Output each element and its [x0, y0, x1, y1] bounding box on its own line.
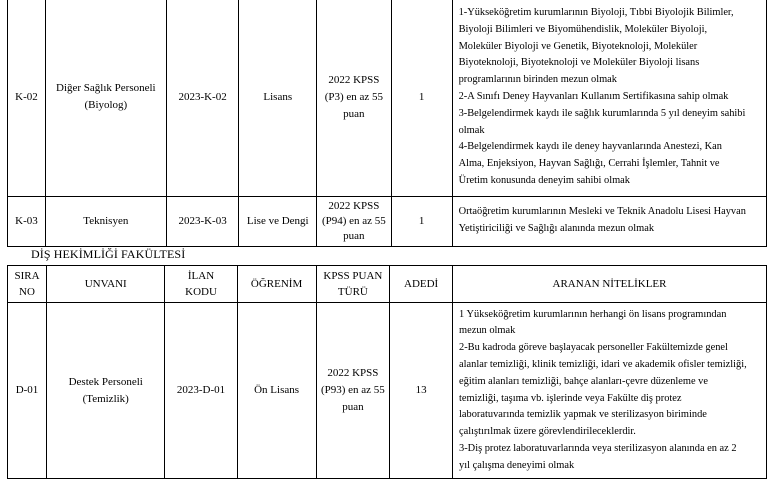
header-ilan-kodu	[165, 266, 237, 303]
header-line: SIRA	[14, 270, 40, 282]
table-header-row	[8, 266, 767, 303]
requirement-line: temizliği, taşıma vb. işlerinde veya Fakülte diş protez	[459, 392, 682, 404]
requirement-line: eğitim alanları temizliği, bahçe alanları-çevre düzenleme ve	[459, 375, 708, 387]
header-line: NO	[19, 286, 35, 298]
header-line: TÜRÜ	[337, 286, 368, 298]
ilan-kodu-cell: 2023-D-01	[165, 303, 237, 479]
kpss-cell	[316, 303, 390, 479]
requirement-line: Yetiştiriciliği ve Sağlığı alanında mezun olmak	[458, 223, 655, 235]
unvan-line: Diğer Sağlık Personeli	[56, 82, 156, 95]
kpss-cell	[317, 196, 392, 246]
adet-cell: 1	[391, 0, 452, 196]
header-ogrenim: ÖĞRENİM	[237, 266, 316, 303]
header-unvan: UNVANI	[46, 266, 164, 303]
header-line: KPSS PUAN	[323, 270, 383, 282]
requirement-line: Moleküler Biyoloji ve Genetik, Biyoteknoloji, Moleküler	[458, 40, 698, 52]
unvan-line: (Temizlik)	[82, 392, 129, 405]
kpss-line: 2022 KPSS	[328, 199, 380, 212]
requirements-cell	[452, 0, 766, 196]
ilan-kodu-cell: 2023-K-02	[166, 0, 239, 196]
ogrenim-cell: Ön Lisans	[237, 303, 316, 479]
header-sira-no	[8, 266, 47, 303]
ogrenim-cell: Lise ve Dengi	[239, 196, 317, 246]
kpss-cell	[317, 0, 392, 196]
kpss-line: puan	[342, 401, 364, 413]
top-positions-table	[7, 0, 767, 247]
requirement-line: 3-Diş protez laboratuvarlarında veya sterilizasyon alanında en az 2	[459, 442, 737, 454]
unvan-cell	[45, 196, 166, 246]
table-row	[8, 196, 767, 246]
requirements-cell	[453, 303, 767, 479]
kpss-line: (P3) en az 55	[324, 90, 384, 103]
header-nitelik: ARANAN NİTELİKLER	[453, 266, 767, 303]
requirements-cell	[452, 196, 766, 246]
kpss-line: 2022 KPSS	[327, 367, 379, 379]
requirement-line: 2-A Sınıfı Deney Hayvanları Kullanım Sertifikasına sahip olmak	[458, 90, 729, 102]
requirement-line: Biyoteknoloji, Biyoteknoloji ve Moleküler Biyoloji lisans	[458, 57, 700, 69]
unvan-line: Destek Personeli	[68, 375, 143, 388]
ogrenim-cell: Lisans	[239, 0, 317, 196]
requirement-line: 2-Bu kadroda göreve başlayacak personeller Fakültemizde genel	[459, 342, 728, 354]
requirement-line: Biyoloji Bilimleri ve Biyomühendislik, Moleküler Biyoloji,	[458, 23, 708, 35]
requirement-line: 3-Belgelendirmek kaydı ile sağlık kurumlarında 5 yıl deneyim sahibi	[458, 107, 746, 119]
unvan-line: (Biyolog)	[84, 99, 128, 112]
dis-hekimligi-positions-table	[7, 265, 767, 479]
sira-no-cell: D-01	[8, 303, 47, 479]
ilan-kodu-cell: 2023-K-03	[166, 196, 239, 246]
requirement-line: Ortaöğretim kurumlarının Mesleki ve Teknik Anadolu Lisesi Hayvan	[458, 206, 746, 218]
kpss-line: puan	[343, 229, 365, 242]
adet-cell: 13	[390, 303, 453, 479]
header-line: İLAN	[187, 270, 215, 282]
sira-no-cell: K-03	[8, 196, 46, 246]
requirement-line: laboratuvarında temizlik yapmak ve sterilizasyon biriminde	[459, 409, 707, 421]
kpss-line: (P93) en az 55	[320, 384, 385, 396]
header-adet: ADEDİ	[390, 266, 453, 303]
header-kpss	[316, 266, 390, 303]
unvan-cell	[46, 303, 164, 479]
table-row	[8, 303, 767, 479]
requirement-line: Alma, Enjeksiyon, Hayvan Sağlığı, Cerrahi İşlemler, Tahnit ve	[458, 158, 720, 170]
requirement-line: programlarının birinden mezun olmak	[458, 74, 617, 86]
unvan-line: Teknisyen	[83, 214, 129, 227]
requirement-line: alanlar temizliği, klinik temizliği, idari ve akademik ofisler temizliği,	[459, 358, 747, 370]
requirement-line: 1-Yükseköğretim kurumlarının Biyoloji, Tıbbi Biyolojik Bilimler,	[458, 7, 734, 18]
requirement-line: Üretim konusunda deneyim sahibi olmak	[458, 174, 630, 186]
requirement-line: yıl çalışma deneyimi olmak	[459, 459, 575, 471]
adet-cell: 1	[391, 196, 452, 246]
header-line: KODU	[185, 286, 217, 298]
sira-no-cell: K-02	[8, 0, 46, 196]
requirement-line: çalıştırılmak üzere görevlendirileceklerdir.	[459, 426, 636, 438]
kpss-line: 2022 KPSS	[328, 73, 380, 86]
table-row	[8, 0, 767, 196]
kpss-line: (P94) en az 55	[321, 214, 386, 227]
requirement-line: mezun olmak	[459, 325, 516, 337]
unvan-cell	[45, 0, 166, 196]
kpss-line: puan	[343, 107, 365, 120]
requirement-line: olmak	[458, 124, 485, 136]
requirement-line: 1 Yükseköğretim kurumlarının herhangi ön lisans programından	[459, 308, 727, 320]
section-title: DİŞ HEKİMLİĞİ FAKÜLTESİ	[31, 247, 186, 261]
requirement-line: 4-Belgelendirmek kaydı ile deney hayvanlarında Anestezi, Kan	[458, 141, 722, 153]
